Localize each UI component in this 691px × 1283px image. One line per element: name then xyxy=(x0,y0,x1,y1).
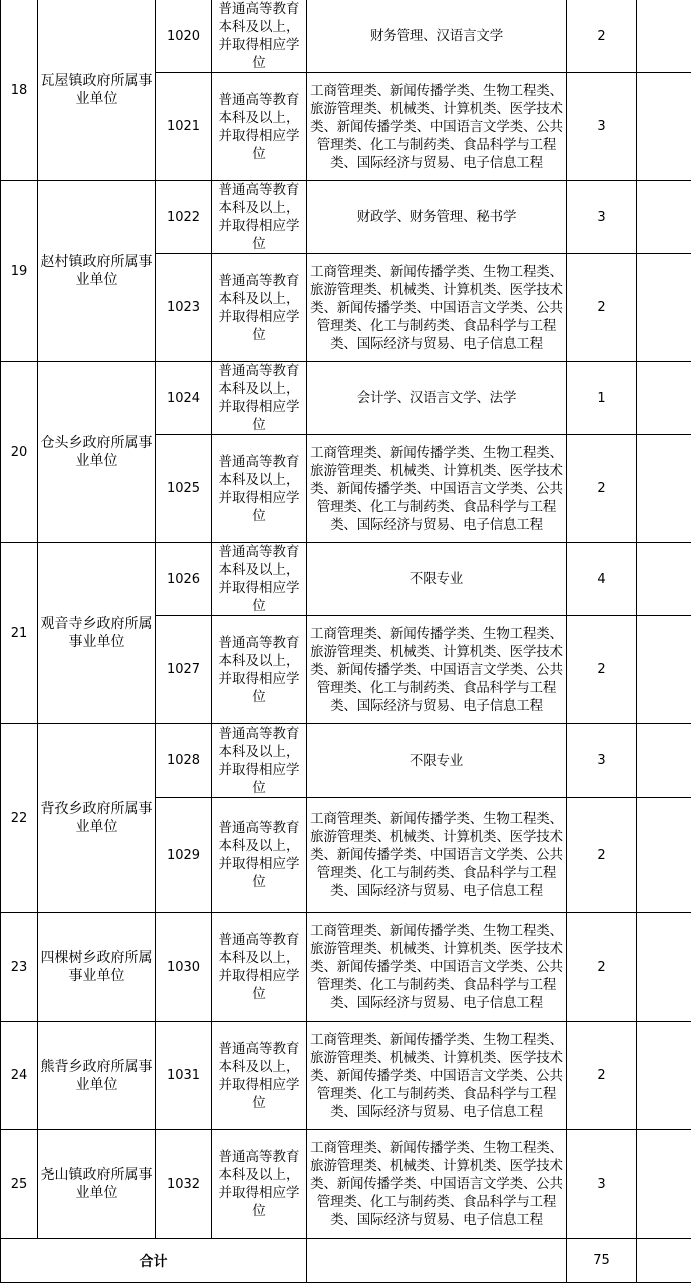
code-cell: 1028 xyxy=(156,724,212,798)
seq-cell: 21 xyxy=(1,543,38,724)
headcount-cell: 2 xyxy=(567,435,637,543)
table-row xyxy=(1,1022,691,1130)
unit-cell: 背孜乡政府所属事业单位 xyxy=(38,724,156,913)
unit-cell: 观音寺乡政府所属事业单位 xyxy=(38,543,156,724)
code-cell: 1032 xyxy=(156,1130,212,1239)
edu-cell: 普通高等教育本科及以上，并取得相应学位 xyxy=(212,73,307,181)
code-cell: 1020 xyxy=(156,0,212,73)
edu-cell: 普通高等教育本科及以上，并取得相应学位 xyxy=(212,254,307,362)
remark-cell xyxy=(637,181,691,254)
seq-cell: 23 xyxy=(1,913,38,1022)
headcount-cell: 2 xyxy=(567,0,637,73)
edu-cell: 普通高等教育本科及以上，并取得相应学位 xyxy=(212,181,307,254)
unit-cell: 四棵树乡政府所属事业单位 xyxy=(38,913,156,1022)
major-cell: 工商管理类、新闻传播学类、生物工程类、旅游管理类、机械类、计算机类、医学技术类、新闻传播学类、中国语言文学类、公共管理类、化工与制药类、食品科学与工程类、国际经济与贸易、电子信息工程 xyxy=(307,254,567,362)
edu-cell: 普通高等教育本科及以上，并取得相应学位 xyxy=(212,616,307,724)
headcount-cell: 2 xyxy=(567,913,637,1022)
remark-cell xyxy=(637,798,691,913)
headcount-cell: 3 xyxy=(567,1130,637,1239)
major-cell: 工商管理类、新闻传播学类、生物工程类、旅游管理类、机械类、计算机类、医学技术类、新闻传播学类、中国语言文学类、公共管理类、化工与制药类、食品科学与工程类、国际经济与贸易、电子信息工程 xyxy=(307,1130,567,1239)
headcount-cell: 2 xyxy=(567,254,637,362)
seq-cell: 25 xyxy=(1,1130,38,1239)
major-cell: 工商管理类、新闻传播学类、生物工程类、旅游管理类、机械类、计算机类、医学技术类、新闻传播学类、中国语言文学类、公共管理类、化工与制药类、食品科学与工程类、国际经济与贸易、电子信息工程 xyxy=(307,616,567,724)
unit-cell: 熊背乡政府所属事业单位 xyxy=(38,1022,156,1130)
total-row xyxy=(1,1239,691,1283)
edu-cell: 普通高等教育本科及以上，并取得相应学位 xyxy=(212,362,307,435)
seq-cell: 24 xyxy=(1,1022,38,1130)
unit-cell: 赵村镇政府所属事业单位 xyxy=(38,181,156,362)
total-label: 合计 xyxy=(1,1239,307,1283)
remark-cell xyxy=(637,1022,691,1130)
remark-cell xyxy=(637,913,691,1022)
headcount-cell: 3 xyxy=(567,181,637,254)
table-row xyxy=(1,181,691,254)
edu-cell: 普通高等教育本科及以上，并取得相应学位 xyxy=(212,798,307,913)
seq-cell: 22 xyxy=(1,724,38,913)
seq-cell: 20 xyxy=(1,362,38,543)
headcount-cell: 4 xyxy=(567,543,637,616)
code-cell: 1024 xyxy=(156,362,212,435)
unit-cell: 尧山镇政府所属事业单位 xyxy=(38,1130,156,1239)
edu-cell: 普通高等教育本科及以上，并取得相应学位 xyxy=(212,435,307,543)
edu-cell: 普通高等教育本科及以上，并取得相应学位 xyxy=(212,0,307,73)
remark-cell xyxy=(637,0,691,73)
edu-cell: 普通高等教育本科及以上，并取得相应学位 xyxy=(212,1130,307,1239)
remark-cell xyxy=(637,435,691,543)
total-value: 75 xyxy=(567,1239,637,1283)
code-cell: 1022 xyxy=(156,181,212,254)
edu-cell: 普通高等教育本科及以上，并取得相应学位 xyxy=(212,913,307,1022)
table-row xyxy=(1,0,691,73)
remark-cell xyxy=(637,616,691,724)
table-row xyxy=(1,724,691,798)
seq-cell: 18 xyxy=(1,0,38,181)
edu-cell: 普通高等教育本科及以上，并取得相应学位 xyxy=(212,543,307,616)
major-cell: 工商管理类、新闻传播学类、生物工程类、旅游管理类、机械类、计算机类、医学技术类、新闻传播学类、中国语言文学类、公共管理类、化工与制药类、食品科学与工程类、国际经济与贸易、电子信息工程 xyxy=(307,435,567,543)
unit-cell: 瓦屋镇政府所属事业单位 xyxy=(38,0,156,181)
remark-cell xyxy=(637,1130,691,1239)
major-cell: 财政学、财务管理、秘书学 xyxy=(307,181,567,254)
remark-cell xyxy=(637,73,691,181)
remark-cell xyxy=(637,724,691,798)
table-row xyxy=(1,362,691,435)
major-cell: 工商管理类、新闻传播学类、生物工程类、旅游管理类、机械类、计算机类、医学技术类、新闻传播学类、中国语言文学类、公共管理类、化工与制药类、食品科学与工程类、国际经济与贸易、电子信息工程 xyxy=(307,913,567,1022)
major-cell: 工商管理类、新闻传播学类、生物工程类、旅游管理类、机械类、计算机类、医学技术类、新闻传播学类、中国语言文学类、公共管理类、化工与制药类、食品科学与工程类、国际经济与贸易、电子信息工程 xyxy=(307,73,567,181)
seq-cell: 19 xyxy=(1,181,38,362)
edu-cell: 普通高等教育本科及以上，并取得相应学位 xyxy=(212,724,307,798)
major-cell: 工商管理类、新闻传播学类、生物工程类、旅游管理类、机械类、计算机类、医学技术类、新闻传播学类、中国语言文学类、公共管理类、化工与制药类、食品科学与工程类、国际经济与贸易、电子信息工程 xyxy=(307,798,567,913)
major-cell: 工商管理类、新闻传播学类、生物工程类、旅游管理类、机械类、计算机类、医学技术类、新闻传播学类、中国语言文学类、公共管理类、化工与制药类、食品科学与工程类、国际经济与贸易、电子信息工程 xyxy=(307,1022,567,1130)
major-cell: 不限专业 xyxy=(307,543,567,616)
code-cell: 1026 xyxy=(156,543,212,616)
major-cell: 不限专业 xyxy=(307,724,567,798)
remark-cell xyxy=(637,543,691,616)
code-cell: 1030 xyxy=(156,913,212,1022)
edu-cell: 普通高等教育本科及以上，并取得相应学位 xyxy=(212,1022,307,1130)
major-cell: 财务管理、汉语言文学 xyxy=(307,0,567,73)
code-cell: 1031 xyxy=(156,1022,212,1130)
code-cell: 1027 xyxy=(156,616,212,724)
remark-cell xyxy=(637,362,691,435)
headcount-cell: 3 xyxy=(567,724,637,798)
major-cell: 会计学、汉语言文学、法学 xyxy=(307,362,567,435)
headcount-cell: 3 xyxy=(567,73,637,181)
code-cell: 1023 xyxy=(156,254,212,362)
table-row xyxy=(1,913,691,1022)
headcount-cell: 2 xyxy=(567,616,637,724)
code-cell: 1021 xyxy=(156,73,212,181)
headcount-cell: 2 xyxy=(567,1022,637,1130)
headcount-cell: 1 xyxy=(567,362,637,435)
code-cell: 1025 xyxy=(156,435,212,543)
code-cell: 1029 xyxy=(156,798,212,913)
table-row xyxy=(1,543,691,616)
remark-cell xyxy=(637,1239,691,1283)
total-blank-cell xyxy=(307,1239,567,1283)
unit-cell: 仓头乡政府所属事业单位 xyxy=(38,362,156,543)
table-row xyxy=(1,1130,691,1239)
remark-cell xyxy=(637,254,691,362)
headcount-cell: 2 xyxy=(567,798,637,913)
